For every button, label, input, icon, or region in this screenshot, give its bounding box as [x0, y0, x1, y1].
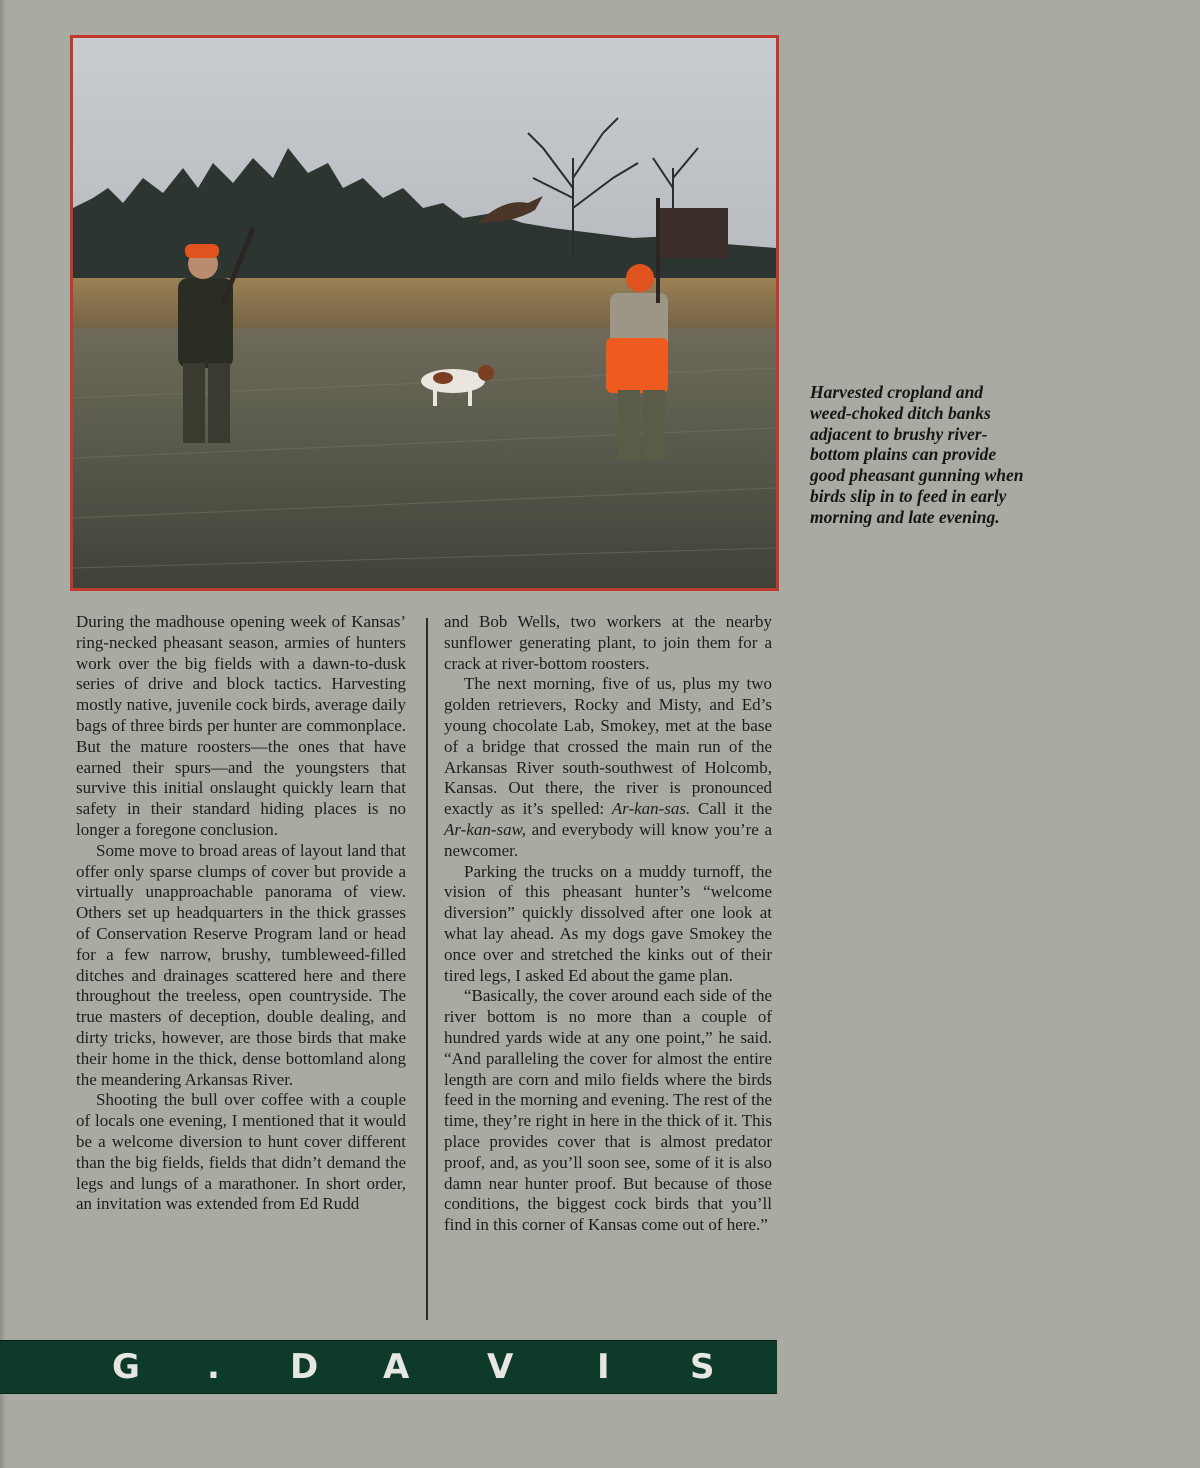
paragraph: Shooting the bull over coffee with a couple of locals one evening, I mentioned that it would be a welcome diversion to hunt cover different than the big fields, fields that didn’t demand the legs and lungs of a marathoner. In short order, an invitation was extended from Ed Rudd — [76, 1090, 406, 1214]
byline-letter: G — [112, 1347, 140, 1387]
byline-letter: . — [207, 1347, 220, 1387]
byline-letter: V — [487, 1347, 514, 1387]
byline-band — [0, 1340, 777, 1394]
paragraph-text: The next morning, five of us, plus my two golden retrievers, Rocky and Misty, and Ed’s young chocolate Lab, Smokey, met at the base of a bridge that crossed the main run of the Arkansas River south-southwest of Holcomb, Kansas. Out there, the river is pronounced exactly as it’s spelled: — [444, 674, 772, 819]
paragraph: “Basically, the cover around each side of the river bottom is no more than a couple of hundred yards wide at any one point,” he said. “And paralleling the cover for almost the entire length are corn and milo fields where the birds feed in the morning and evening. The rest of the time, they’re right in here in the thick of it. This place provides cover that is almost predator proof, and, as you’ll soon see, some of it is also damn near hunter proof. But because of those conditions, the biggest cock birds that you’ll find in this corner of Kansas come out of here.” — [444, 986, 772, 1235]
byline-letter: S — [690, 1347, 715, 1387]
paragraph-text: and everybody will know you’re a newcomer. — [444, 819, 772, 860]
paragraph: and Bob Wells, two workers at the nearby sunflower generating plant, to join them for a crack at river-bottom roosters. — [444, 612, 772, 673]
pheasant-hunt-photo — [70, 35, 779, 591]
paragraph — [444, 674, 772, 861]
paragraph-text: Call it the — [690, 799, 772, 819]
article-column-left — [76, 612, 406, 1215]
photo-caption: Harvested cropland and weed-choked ditch banks adjacent to brushy river-bottom plains can provide good pheasant gunning when birds slip in to feed in early morning and late evening. — [810, 382, 1024, 527]
article-column-right — [444, 612, 772, 1236]
pronunciation-text: Ar-kan-saw, — [444, 819, 526, 839]
photo-illustration — [73, 38, 776, 588]
paragraph: During the madhouse opening week of Kansas’ ring-necked pheasant season, armies of hunters work over the big fields with a dawn-to-dusk series of drive and block tactics. Harvesting mostly native, juvenile cock birds, average daily bags of three birds per hunter are commonplace. But the mature roosters—the ones that have earned their spurs—and the youngsters that survive this initial onslaught quickly learn that safety in their standard hiding places is no longer a foregone conclusion. — [76, 612, 406, 839]
pronunciation-text: Ar-kan-sas. — [611, 799, 691, 819]
paragraph: Parking the trucks on a muddy turnoff, the vision of this pheasant hunter’s “welcome diversion” quickly dissolved after one look at what lay ahead. As my dogs gave Smokey the once over and stretched the kinks out of their tired legs, I asked Ed about the game plan. — [444, 861, 772, 985]
byline-letter: I — [597, 1347, 610, 1387]
byline-letter: D — [290, 1347, 319, 1387]
byline-letter: A — [383, 1347, 410, 1387]
paragraph: Some move to broad areas of layout land that offer only sparse clumps of cover but provide a virtually unapproachable panorama of view. Others set up headquarters in the thick grasses of Conservation Reserve Program land or head for a few narrow, brushy, tumbleweed-filled ditches and drainages scattered here and there throughout the treeless, open countryside. The true masters of deception, double dealing, and dirty tricks, however, are those birds that make their home in the thick, dense bottomland along the meandering Arkansas River. — [76, 840, 406, 1089]
column-divider — [426, 618, 428, 1320]
page-edge — [0, 0, 6, 1468]
